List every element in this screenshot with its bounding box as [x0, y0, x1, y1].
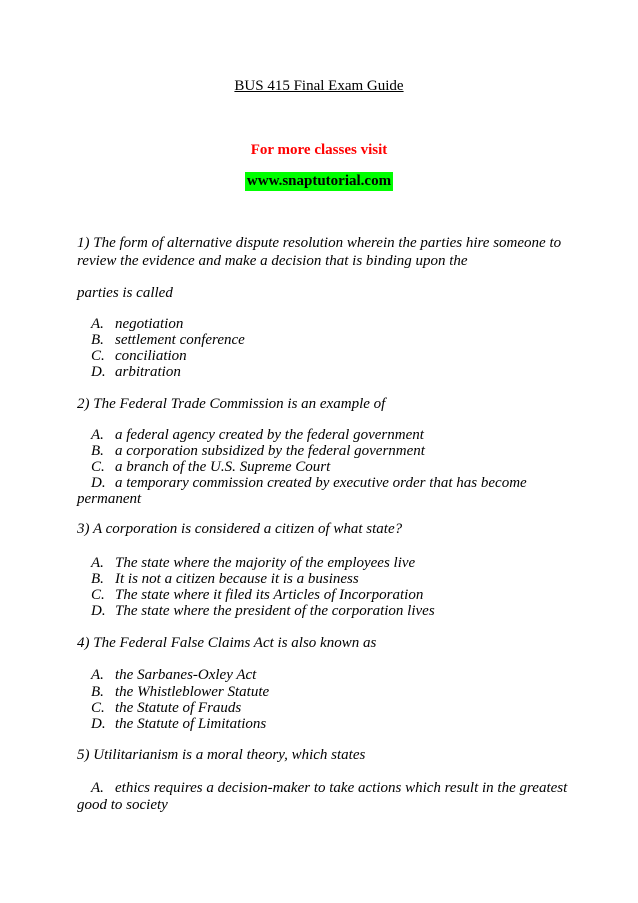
question-1-line-2: review the evidence and make a decision that is binding upon the [77, 253, 468, 269]
option-letter: C. [91, 348, 105, 364]
question-5-continuation: good to society [77, 797, 168, 813]
option-text: ethics requires a decision-maker to take actions which result in the greatest [115, 780, 568, 796]
option-letter: A. [91, 780, 104, 796]
option-text: a branch of the U.S. Supreme Court [115, 459, 331, 475]
question-1-line-1: 1) The form of alternative dispute resolution wherein the parties hire someone to [77, 235, 562, 251]
option-letter: B. [91, 684, 104, 700]
question-5-line-1: 5) Utilitarianism is a moral theory, which states [77, 747, 366, 763]
option-letter: A. [91, 427, 104, 443]
question-2-line-1: 2) The Federal Trade Commission is an example of [77, 396, 386, 412]
option-letter: A. [91, 555, 104, 571]
option-letter: D. [91, 364, 106, 380]
question-3-line-1: 3) A corporation is considered a citizen of what state? [77, 521, 403, 537]
site-link-wrapper [0, 172, 638, 191]
option-text: a federal agency created by the federal government [115, 427, 424, 443]
option-text: The state where it filed its Articles of Incorporation [115, 587, 424, 603]
option-text: The state where the president of the corporation lives [115, 603, 435, 619]
option-letter: D. [91, 603, 106, 619]
option-letter: A. [91, 316, 104, 332]
option-text: conciliation [115, 348, 187, 364]
question-1-line-3: parties is called [77, 285, 173, 301]
option-letter: B. [91, 443, 104, 459]
option-text: negotiation [115, 316, 184, 332]
option-letter: C. [91, 459, 105, 475]
option-text: a temporary commission created by executive order that has become [115, 475, 527, 491]
question-4-line-1: 4) The Federal False Claims Act is also known as [77, 635, 377, 651]
page-title: BUS 415 Final Exam Guide [234, 78, 404, 94]
option-letter: C. [91, 700, 105, 716]
option-letter: B. [91, 571, 104, 587]
visit-notice: For more classes visit [250, 142, 388, 158]
option-letter: B. [91, 332, 104, 348]
option-letter: D. [91, 716, 106, 732]
option-letter: C. [91, 587, 105, 603]
option-text: The state where the majority of the employees live [115, 555, 416, 571]
question-2-continuation: permanent [77, 491, 142, 507]
site-link[interactable]: www.snaptutorial.com [246, 173, 392, 189]
option-text: the Statute of Frauds [115, 700, 242, 716]
option-text: the Statute of Limitations [115, 716, 267, 732]
option-text: arbitration [115, 364, 181, 380]
option-text: the Sarbanes-Oxley Act [115, 667, 257, 683]
option-text: the Whistleblower Statute [115, 684, 270, 700]
option-letter: A. [91, 667, 104, 683]
option-letter: D. [91, 475, 106, 491]
option-text: a corporation subsidized by the federal government [115, 443, 425, 459]
option-text: settlement conference [115, 332, 245, 348]
option-text: It is not a citizen because it is a business [115, 571, 359, 587]
